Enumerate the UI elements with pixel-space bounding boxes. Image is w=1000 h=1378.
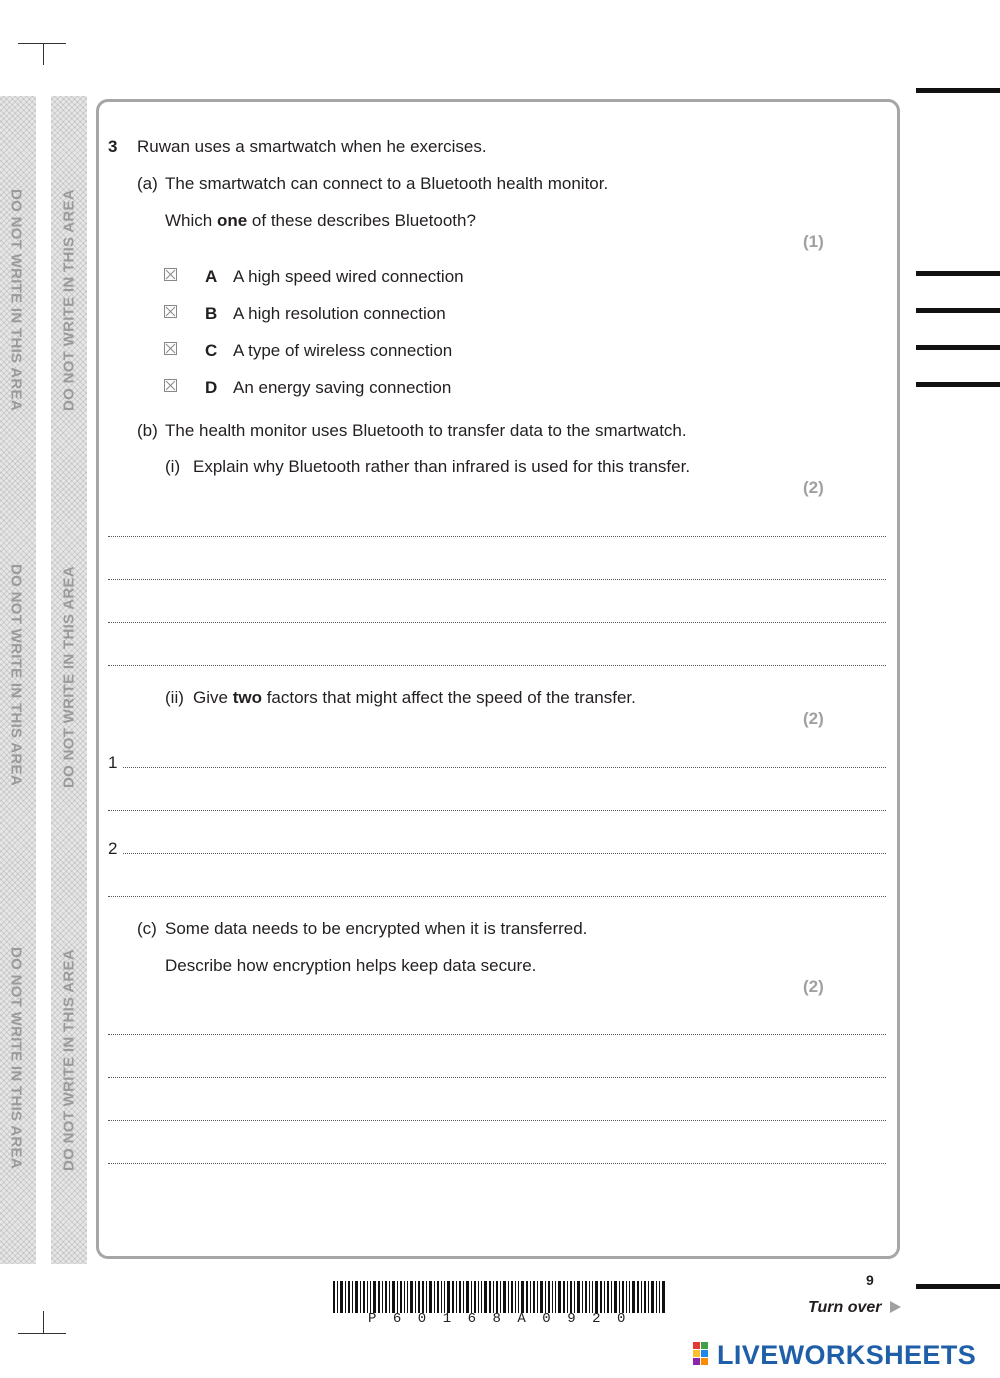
option-a-text: A high speed wired connection <box>233 267 464 286</box>
option-d-text: An energy saving connection <box>233 378 452 397</box>
answer-number-2: 2 <box>108 839 118 858</box>
part-b-text: The health monitor uses Bluetooth to transfer data to the smartwatch. <box>165 421 687 440</box>
part-b-i-text: Explain why Bluetooth rather than infrared is used for this transfer. <box>193 457 691 476</box>
barcode-number: P60168A0920 <box>368 1311 642 1327</box>
answer-number-1: 1 <box>108 753 118 772</box>
part-b-i-marks: (2) <box>803 478 824 497</box>
do-not-write-label-inner-3: DO NOT WRITE IN THIS AREA <box>60 949 78 1171</box>
page-number: 9 <box>866 1272 874 1288</box>
right-margin-bar <box>916 88 1000 93</box>
right-margin-bar <box>916 1284 1000 1289</box>
answer-line[interactable] <box>108 622 886 623</box>
turn-over-label: Turn over <box>808 1299 882 1316</box>
option-d-checkbox[interactable] <box>164 379 177 392</box>
option-c-text: A type of wireless connection <box>233 341 453 360</box>
part-b-ii-marks: (2) <box>803 709 824 728</box>
answer-line[interactable] <box>108 1077 886 1078</box>
part-a-marks: (1) <box>803 232 824 251</box>
liveworksheets-logo-icon <box>693 1342 717 1366</box>
crop-mark-bottom-vertical <box>43 1311 44 1333</box>
answer-line[interactable] <box>108 896 886 897</box>
turn-over-arrow-icon <box>890 1301 901 1313</box>
right-margin-bar <box>916 271 1000 276</box>
crop-mark-top <box>18 43 66 44</box>
question-stem: Ruwan uses a smartwatch when he exercises. <box>137 137 487 156</box>
part-c-prompt: Describe how encryption helps keep data secure. <box>165 956 537 975</box>
do-not-write-label-inner-1: DO NOT WRITE IN THIS AREA <box>60 189 78 411</box>
question-number: 3 <box>108 137 118 156</box>
option-b-letter: B <box>205 304 218 323</box>
do-not-write-label-outer-1: DO NOT WRITE IN THIS AREA <box>7 189 25 411</box>
answer-line[interactable] <box>108 536 886 537</box>
part-b-i-label: (i) <box>165 457 181 476</box>
liveworksheets-brand: LIVEWORKSHEETS <box>717 1340 977 1370</box>
answer-line[interactable] <box>123 767 886 768</box>
do-not-write-label-outer-3: DO NOT WRITE IN THIS AREA <box>7 947 25 1169</box>
option-a-checkbox[interactable] <box>164 268 177 281</box>
part-c-label: (c) <box>137 919 157 938</box>
answer-line[interactable] <box>108 1163 886 1164</box>
answer-line[interactable] <box>108 810 886 811</box>
answer-line[interactable] <box>108 1120 886 1121</box>
do-not-write-label-outer-2: DO NOT WRITE IN THIS AREA <box>7 564 25 786</box>
do-not-write-label-inner-2: DO NOT WRITE IN THIS AREA <box>60 566 78 788</box>
right-margin-bar <box>916 345 1000 350</box>
part-a-prompt: Which one of these describes Bluetooth? <box>165 211 476 230</box>
option-b-checkbox[interactable] <box>164 305 177 318</box>
option-b-text: A high resolution connection <box>233 304 446 323</box>
answer-line[interactable] <box>108 665 886 666</box>
part-a-label: (a) <box>137 174 158 193</box>
answer-line[interactable] <box>123 853 886 854</box>
option-c-letter: C <box>205 341 218 360</box>
part-b-label: (b) <box>137 421 158 440</box>
answer-line[interactable] <box>108 1034 886 1035</box>
part-b-ii-text: Give two factors that might affect the speed of the transfer. <box>193 688 636 707</box>
part-c-marks: (2) <box>803 977 824 996</box>
option-d-letter: D <box>205 378 218 397</box>
barcode-image <box>333 1281 665 1313</box>
option-c-checkbox[interactable] <box>164 342 177 355</box>
answer-line[interactable] <box>108 579 886 580</box>
option-a-letter: A <box>205 267 218 286</box>
right-margin-bar <box>916 308 1000 313</box>
part-a-text: The smartwatch can connect to a Bluetooth health monitor. <box>165 174 609 193</box>
crop-mark-top-vertical <box>43 43 44 65</box>
part-c-text: Some data needs to be encrypted when it is transferred. <box>165 919 588 938</box>
crop-mark-bottom <box>18 1333 66 1334</box>
right-margin-bar <box>916 382 1000 387</box>
part-b-ii-label: (ii) <box>165 688 184 707</box>
